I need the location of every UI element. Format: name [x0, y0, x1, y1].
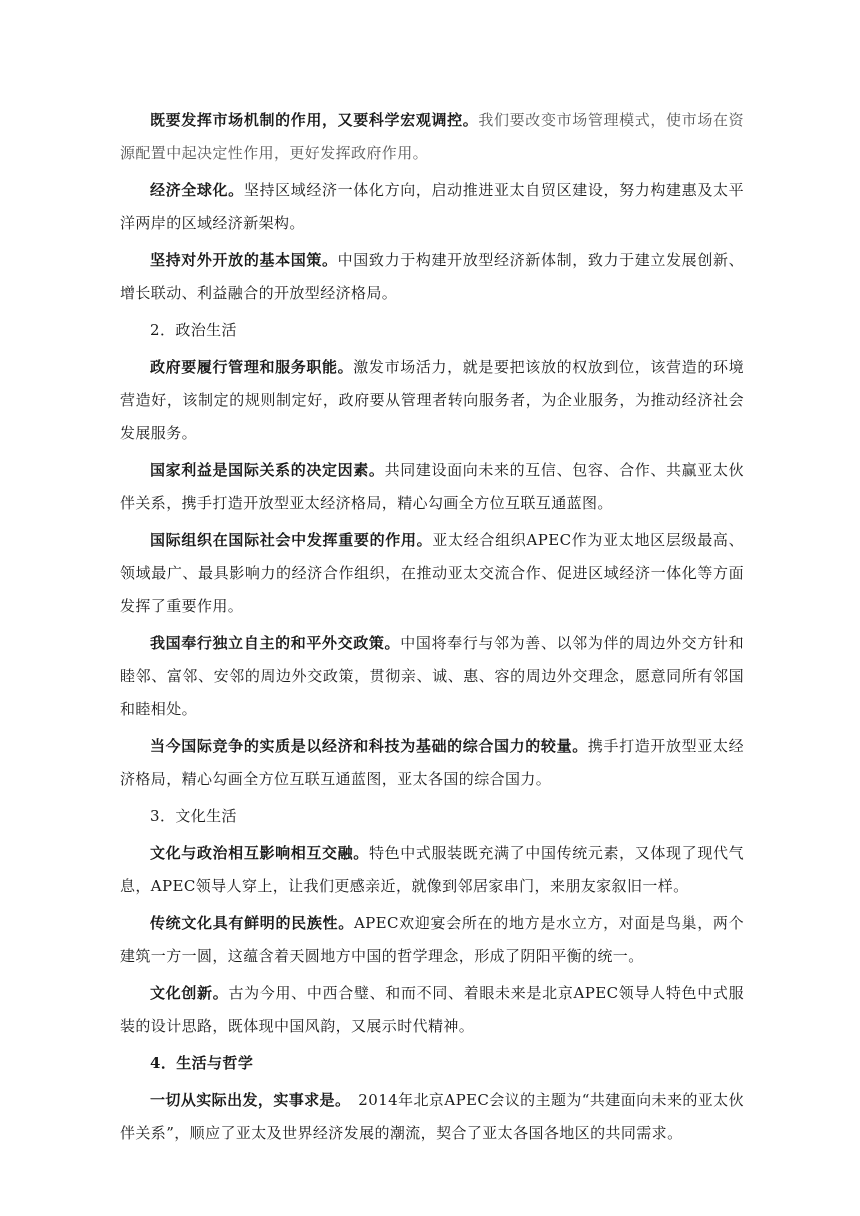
- paragraph-lead: 传统文化具有鲜明的民族性。: [150, 914, 354, 932]
- paragraph-text: 中国将奉行与邻为善、以邻为伴的周边外交方针和睦邻、富邻、安邻的周边外交政策，贯彻亲、诚、惠、容的周边外交理念，愿意同所有邻国和睦相处。: [120, 634, 744, 718]
- paragraph-foreign-policy: [120, 627, 744, 726]
- paragraph-text: 激发市场活力，就是要把该放的权放到位，该营造的环境营造好，该制定的规则制定好，政府要从管理者转向服务者，为企业服务，为推动经济社会发展服务。: [120, 358, 744, 442]
- paragraph-text: 携手打造开放型亚太经济格局，精心勾画全方位互联互通蓝图，亚太各国的综合国力。: [120, 737, 744, 788]
- paragraph-text: 中国致力于构建开放型经济新体制，致力于建立发展创新、增长联动、利益融合的开放型经济格局。: [120, 251, 744, 302]
- paragraph-lead: 我国奉行独立自主的和平外交政策。: [150, 634, 401, 652]
- paragraph-text: 2014年北京APEC会议的主题为“共建面向未来的亚太伙伴关系”，顺应了亚太及世界经济发展的潮流，契合了亚太各国各地区的共同需求。: [120, 1091, 745, 1142]
- paragraph-culture-politics: [120, 837, 744, 903]
- paragraph-lead: 既要发挥市场机制的作用，又要科学宏观调控。: [150, 111, 479, 129]
- paragraph-globalization: [120, 174, 744, 240]
- paragraph-lead: 文化创新。: [150, 984, 229, 1002]
- paragraph-lead: 政府要履行管理和服务职能。: [150, 358, 354, 376]
- paragraph-seek-truth: [120, 1084, 744, 1150]
- paragraph-text: APEC欢迎宴会所在的地方是水立方，对面是鸟巢，两个建筑一方一圆，这蕴含着天圆地方中国的哲学理念，形成了阴阳平衡的统一。: [120, 914, 744, 965]
- paragraph-opening-up: [120, 244, 744, 310]
- section-heading-political-life: 2．政治生活: [150, 321, 237, 339]
- paragraph-lead: 文化与政治相互影响相互交融。: [150, 844, 369, 862]
- paragraph-lead: 国际组织在国际社会中发挥重要的作用。: [150, 531, 433, 549]
- paragraph-lead: 经济全球化。: [150, 181, 244, 199]
- document-page: [120, 104, 744, 1154]
- paragraph-cultural-innovation: [120, 977, 744, 1043]
- section-heading-cultural-life: 3．文化生活: [150, 807, 237, 825]
- paragraph-lead: 当今国际竞争的实质是以经济和科技为基础的综合国力的较量。: [150, 737, 588, 755]
- paragraph-government-functions: [120, 351, 744, 450]
- paragraph-lead: 坚持对外开放的基本国策。: [150, 251, 338, 269]
- paragraph-text: 我们要改变市场管理模式，使市场在资源配置中起决定性作用，更好发挥政府作用。: [120, 111, 744, 162]
- paragraph-lead: 一切从实际出发，实事求是。: [150, 1091, 343, 1109]
- section-heading-life-philosophy: 4．生活与哲学: [150, 1054, 254, 1072]
- paragraph-text: 坚持区域经济一体化方向，启动推进亚太自贸区建设，努力构建惠及太平洋两岸的区域经济新架构。: [120, 181, 744, 232]
- paragraph-text: 亚太经合组织APEC作为亚太地区层级最高、领域最广、最具影响力的经济合作组织，在推动亚太交流合作、促进区域经济一体化等方面发挥了重要作用。: [120, 531, 745, 615]
- paragraph-market-regulation: [120, 104, 744, 170]
- paragraph-lead: 国家利益是国际关系的决定因素。: [150, 461, 385, 479]
- paragraph-international-organizations: [120, 524, 744, 623]
- paragraph-text: 共同建设面向未来的互信、包容、合作、共赢亚太伙伴关系，携手打造开放型亚太经济格局，精心勾画全方位互联互通蓝图。: [120, 461, 744, 512]
- paragraph-traditional-culture: [120, 907, 744, 973]
- paragraph-national-interest: [120, 454, 744, 520]
- paragraph-international-competition: [120, 730, 744, 796]
- paragraph-text: 古为今用、中西合璧、和而不同、着眼未来是北京APEC领导人特色中式服装的设计思路，既体现中国风韵，又展示时代精神。: [120, 984, 744, 1035]
- paragraph-text: 特色中式服装既充满了中国传统元素，又体现了现代气息，APEC领导人穿上，让我们更感亲近，就像到邻居家串门，来朋友家叙旧一样。: [120, 844, 744, 895]
